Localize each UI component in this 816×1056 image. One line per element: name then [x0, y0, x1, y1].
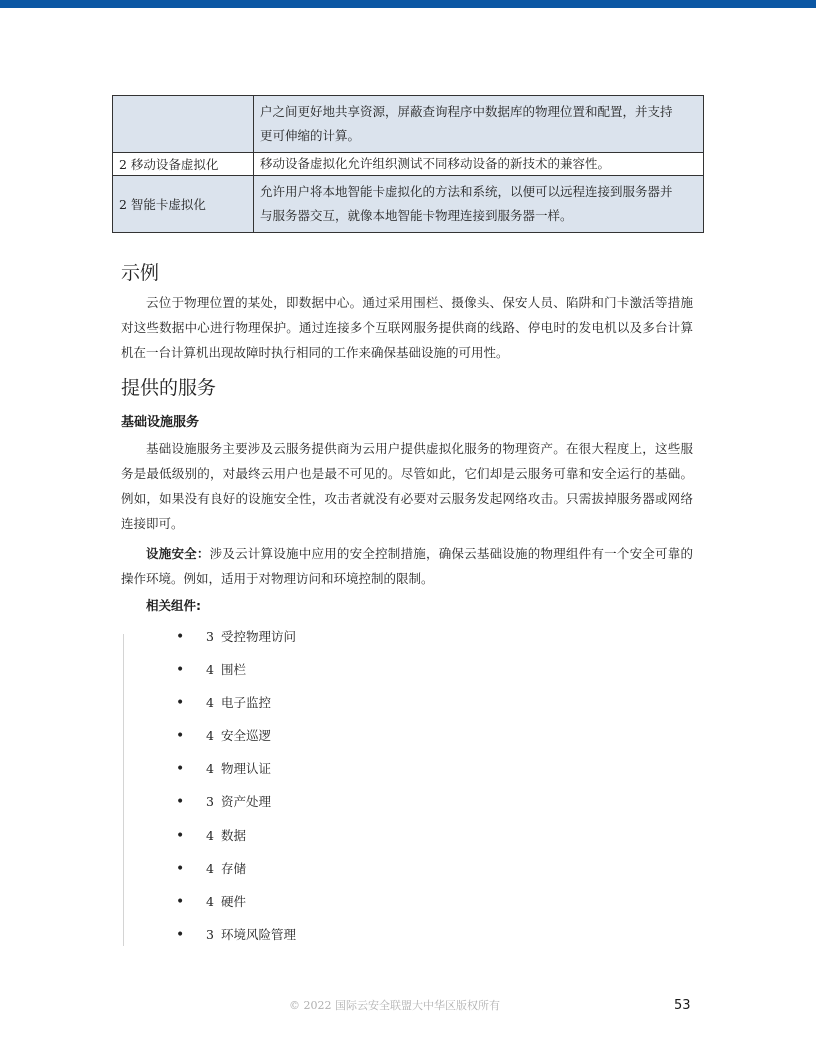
list-item-text: 环境风险管理: [221, 926, 297, 942]
heading-services: 提供的服务: [121, 377, 217, 399]
list-item: [0, 757, 816, 790]
table-row: [113, 153, 704, 176]
list-item-level: 4: [206, 761, 214, 777]
table-cell-line: 户之间更好地共享资源，屏蔽查询程序中数据库的物理位置和配置，并支持: [260, 104, 673, 119]
table-row: [113, 96, 704, 153]
facility-security-label: 设施安全：: [146, 546, 210, 561]
bullet-icon: •: [176, 860, 185, 877]
list-item-text: 数据: [221, 827, 247, 843]
table-cell-category: 2 移动设备虚拟化: [113, 153, 254, 176]
list-item-level: 4: [206, 662, 214, 678]
bullet-icon: •: [176, 728, 185, 745]
list-item: [0, 890, 816, 923]
top-color-bar: [0, 0, 816, 8]
list-item: [0, 691, 816, 724]
facility-security-text: 涉及云计算设施中应用的安全控制措施，确保云基础设施的物理组件有一个安全可靠的操作环境。例如，适用于对物理访问和环境控制的限制。: [121, 546, 693, 586]
subheading-infrastructure: 基础设施服务: [121, 415, 200, 430]
list-item-text: 物理认证: [221, 761, 272, 777]
table-cell-line: 移动设备虚拟化允许组织测试不同移动设备的新技术的兼容性。: [260, 156, 611, 171]
bullet-icon: •: [176, 893, 185, 910]
heading-example: 示例: [121, 262, 160, 284]
footer-copyright: © 2022 国际云安全联盟大中华区版权所有: [289, 999, 500, 1012]
table-cell-description: [254, 153, 704, 176]
paragraph-example: 云位于物理位置的某处，即数据中心。通过采用围栏、摄像头、保安人员、陷阱和门卡激活等措施对这些数据中心进行物理保护。通过连接多个互联网服务提供商的线路、停电时的发电机以及多台计算机在一台计算机出现故障时执行相同的工作来确保基础设施的可用性。: [121, 295, 693, 360]
paragraph-infrastructure: 基础设施服务主要涉及云服务提供商为云用户提供虚拟化服务的物理资产。在很大程度上，这些服务是最低级别的，对最终云用户也是最不可见的。尽管如此，它们却是云服务可靠和安全运行的基础。例如，如果没有良好的设施安全性，攻击者就没有必要对云服务发起网络攻击。只需拔掉服务器或网络连接即可。: [121, 441, 693, 531]
list-item-level: 3: [206, 629, 214, 644]
table-cell-line: 更可伸缩的计算。: [260, 128, 361, 143]
paragraph-facility-security: [121, 541, 693, 591]
table-row: [113, 176, 704, 233]
bullet-icon: •: [176, 926, 185, 943]
list-item-level: 4: [206, 695, 214, 711]
related-components-list: [0, 625, 816, 956]
list-item-level: 4: [206, 893, 214, 909]
list-item-text: 资产处理: [221, 794, 272, 810]
list-item: [0, 790, 816, 823]
list-item: [0, 724, 816, 757]
table-cell-description: [254, 96, 704, 153]
list-item-text: 存储: [221, 860, 247, 876]
list-item: [0, 857, 816, 890]
table-cell-category: [113, 96, 254, 153]
list-item-level: 4: [206, 728, 214, 744]
table-cell-category: 2 智能卡虚拟化: [113, 176, 254, 233]
list-item-level: 3: [206, 926, 214, 942]
list-item-text: 安全巡逻: [221, 728, 272, 744]
bullet-icon: •: [176, 761, 185, 778]
list-item: [0, 625, 816, 658]
bullet-icon: •: [176, 827, 185, 844]
bullet-icon: •: [176, 629, 185, 645]
list-item: [0, 923, 816, 956]
table-cell-description: [254, 176, 704, 233]
list-item-level: 3: [206, 794, 214, 810]
list-item-level: 4: [206, 827, 214, 843]
bullet-icon: •: [176, 695, 185, 712]
list-item: [0, 824, 816, 857]
bullet-icon: •: [176, 794, 185, 811]
bullet-icon: •: [176, 662, 185, 679]
page-number: 53: [674, 998, 691, 1013]
list-item-text: 围栏: [221, 662, 247, 678]
table-cell-line: 与服务器交互，就像本地智能卡物理连接到服务器一样。: [260, 208, 573, 223]
list-item-level: 4: [206, 860, 214, 876]
list-item: [0, 658, 816, 691]
continuation-table: [112, 95, 704, 233]
related-components-label: 相关组件:: [146, 598, 201, 613]
list-item-text: 电子监控: [221, 695, 272, 711]
list-item-text: 硬件: [221, 893, 247, 909]
table-cell-line: 允许用户将本地智能卡虚拟化的方法和系统，以便可以远程连接到服务器并: [260, 184, 673, 199]
list-item-text: 受控物理访问: [221, 629, 297, 644]
